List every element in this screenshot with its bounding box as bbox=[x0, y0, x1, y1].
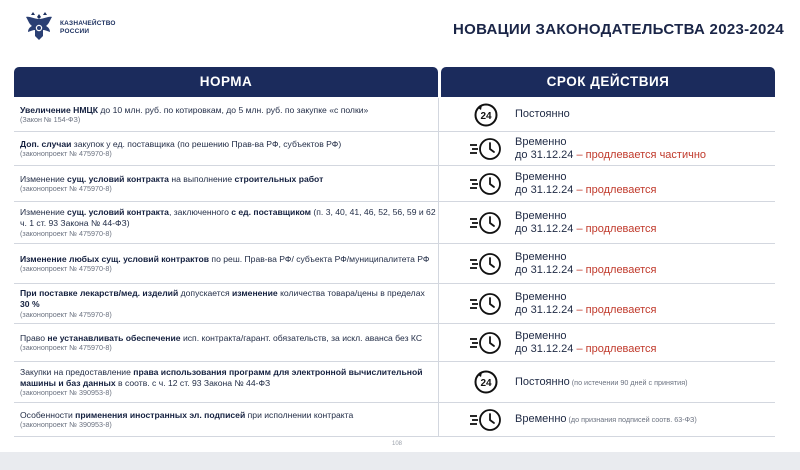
term-status: Постоянно bbox=[515, 375, 570, 388]
svg-text:24: 24 bbox=[480, 110, 492, 122]
term-status-line bbox=[515, 376, 688, 389]
logo-line2: РОССИИ bbox=[60, 28, 90, 35]
law-reference: (законопроект № 475970-8) bbox=[20, 264, 112, 274]
law-reference: (законопроект № 475970-8) bbox=[20, 184, 112, 194]
norm-text-bold: изменение bbox=[231, 288, 278, 299]
column-divider bbox=[438, 244, 439, 283]
fast-clock-icon bbox=[469, 330, 503, 356]
term-date: до 31.12.24 bbox=[515, 303, 574, 316]
norm-text-bold: Увеличение НМЦК bbox=[20, 104, 99, 115]
norm-text-part: по реш. Прав-ва РФ/ субъекта РФ/муниципалитета РФ bbox=[209, 253, 430, 264]
table-row bbox=[14, 403, 775, 437]
term-date: до 31.12.24 bbox=[515, 222, 574, 235]
norm-cell bbox=[20, 244, 436, 283]
term-status: Временно bbox=[515, 413, 567, 425]
norm-text-bold: Доп. случаи bbox=[20, 138, 72, 149]
term-date-line bbox=[515, 343, 657, 356]
term-note: (по истечении 90 дней с принятия) bbox=[569, 377, 688, 387]
law-reference: (Закон № 154-ФЗ) bbox=[20, 115, 81, 125]
norm-text-part: , заключенного bbox=[168, 207, 232, 218]
law-reference: (законопроект № 390953-8) bbox=[20, 420, 112, 430]
term-date-line bbox=[515, 304, 657, 317]
fast-clock-icon bbox=[469, 251, 503, 277]
column-divider bbox=[438, 202, 439, 243]
table-row bbox=[14, 132, 775, 166]
norm-cell bbox=[20, 284, 436, 323]
norm-cell bbox=[20, 202, 436, 243]
double-headed-eagle-emblem-icon bbox=[22, 10, 56, 46]
term-cell bbox=[441, 166, 775, 201]
term-extension: – продлевается bbox=[573, 342, 657, 355]
column-divider bbox=[438, 284, 439, 323]
term-status: Временно bbox=[515, 329, 567, 342]
term-status-line bbox=[515, 413, 697, 426]
norm-text-bold: строительных работ bbox=[234, 173, 324, 184]
term-cell bbox=[441, 132, 775, 165]
norm-text bbox=[20, 174, 436, 185]
norm-cell bbox=[20, 98, 436, 131]
norm-text bbox=[20, 410, 436, 421]
norm-cell bbox=[20, 132, 436, 165]
norm-text bbox=[20, 367, 436, 388]
norm-text-part: Изменение bbox=[20, 207, 68, 218]
term-cell bbox=[441, 244, 775, 283]
term-status-line bbox=[515, 136, 706, 149]
term-text bbox=[515, 136, 706, 162]
term-date-line bbox=[515, 149, 706, 162]
term-extension: – продлевается bbox=[573, 263, 657, 276]
column-divider bbox=[438, 403, 439, 436]
norm-text-bold: не устанавливать обеспечение bbox=[47, 332, 181, 343]
column-divider bbox=[438, 166, 439, 201]
term-date-line bbox=[515, 223, 657, 236]
law-reference: (законопроект № 475970-8) bbox=[20, 309, 112, 319]
logo-line1: КАЗНАЧЕЙСТВО bbox=[60, 20, 116, 27]
fast-clock-icon bbox=[469, 407, 503, 433]
norm-text-bold: При поставке лекарств/мед. изделий bbox=[20, 288, 179, 299]
term-extension: – продлевается bbox=[573, 183, 657, 196]
table-row bbox=[14, 166, 775, 202]
norm-text-bold: права использования программ для электронной вычислительной машины и баз данных bbox=[20, 366, 423, 388]
slide-title: НОВАЦИИ ЗАКОНОДАТЕЛЬСТВА 2023-2024 bbox=[453, 21, 784, 38]
norm-text-part: в соотв. с ч. 12 ст. 93 Закона № 44-ФЗ bbox=[115, 377, 271, 388]
term-date-line bbox=[515, 184, 657, 197]
norm-text-bold: сущ. условий контракта bbox=[67, 207, 169, 218]
clock-24-icon bbox=[469, 102, 503, 128]
law-reference: (законопроект № 475970-8) bbox=[20, 343, 112, 353]
norm-text bbox=[20, 333, 436, 344]
term-note: (до признания подписей соотв. 63-ФЗ) bbox=[566, 415, 697, 424]
norm-text-bold: Изменение любых сущ. условий контрактов bbox=[20, 253, 210, 264]
term-text bbox=[515, 291, 657, 317]
norm-text-part: закупок у ед. поставщика (по решению Прав-ва РФ, субъектов РФ) bbox=[71, 138, 342, 149]
term-status: Временно bbox=[515, 209, 567, 222]
term-text bbox=[515, 108, 570, 121]
svg-text:24: 24 bbox=[480, 378, 492, 389]
term-cell bbox=[441, 284, 775, 323]
norm-text-part: Закупки на предоставление bbox=[20, 366, 134, 377]
norm-text-part: на выполнение bbox=[168, 173, 235, 184]
clock-24-icon bbox=[469, 369, 503, 395]
norm-text-part: Особенности bbox=[20, 409, 76, 420]
law-reference: (законопроект № 390953-8) bbox=[20, 388, 112, 398]
term-status-line bbox=[515, 291, 657, 304]
term-cell bbox=[441, 362, 775, 402]
norm-text-part: количества товара/цены в пределах bbox=[277, 288, 425, 299]
fast-clock-icon bbox=[469, 291, 503, 317]
norm-text-part: при исполнении контракта bbox=[245, 409, 354, 420]
term-status: Временно bbox=[515, 135, 567, 148]
term-cell bbox=[441, 324, 775, 361]
column-header-term: СРОК ДЕЙСТВИЯ bbox=[441, 67, 775, 97]
term-cell bbox=[441, 403, 775, 436]
term-text bbox=[515, 251, 657, 277]
norm-cell bbox=[20, 362, 436, 402]
term-date: до 31.12.24 bbox=[515, 148, 574, 161]
term-status: Постоянно bbox=[515, 108, 570, 120]
term-extension: – продлевается частично bbox=[573, 148, 707, 161]
term-status-line bbox=[515, 330, 657, 343]
term-extension: – продлевается bbox=[573, 222, 657, 235]
fast-clock-icon bbox=[469, 171, 503, 197]
term-status: Временно bbox=[515, 290, 567, 303]
column-divider bbox=[438, 132, 439, 165]
term-text bbox=[515, 376, 688, 389]
table-row bbox=[14, 284, 775, 324]
term-extension: – продлевается bbox=[573, 303, 657, 316]
norm-cell bbox=[20, 324, 436, 361]
term-date: до 31.12.24 bbox=[515, 263, 574, 276]
term-text bbox=[515, 330, 657, 356]
norm-text-bold: с ед. поставщиком bbox=[231, 207, 312, 218]
norm-text bbox=[20, 254, 436, 265]
term-status-line bbox=[515, 108, 570, 121]
fast-clock-icon bbox=[469, 136, 503, 162]
term-status-line bbox=[515, 251, 657, 264]
column-divider bbox=[438, 98, 439, 131]
norm-text bbox=[20, 288, 436, 309]
column-header-norm: НОРМА bbox=[14, 67, 438, 97]
norm-text-part: Изменение bbox=[20, 173, 68, 184]
term-date: до 31.12.24 bbox=[515, 183, 574, 196]
norm-text-part: исп. контракта/гарант. обязательств, за искл. аванса без КС bbox=[180, 332, 423, 343]
bottom-strip bbox=[0, 452, 800, 470]
norm-text-part: Право bbox=[20, 332, 48, 343]
term-text bbox=[515, 210, 657, 236]
term-date: до 31.12.24 bbox=[515, 342, 574, 355]
norm-text bbox=[20, 139, 436, 150]
fast-clock-icon bbox=[469, 210, 503, 236]
law-reference: (законопроект № 475970-8) bbox=[20, 228, 112, 238]
norm-text-part: (п. 3, 40, 41, 46, 52, 56, 59 и 62 ч. 1 ст. 93 Закона № 44-ФЗ) bbox=[20, 207, 436, 228]
norm-text-bold: 30 % bbox=[20, 299, 40, 309]
norm-text-part: до 10 млн. руб. по котировкам, до 5 млн. руб. по закупке «с полки» bbox=[98, 104, 369, 115]
term-status-line bbox=[515, 171, 657, 184]
term-cell bbox=[441, 202, 775, 243]
norm-cell bbox=[20, 403, 436, 436]
norm-text-bold: сущ. условий контракта bbox=[67, 173, 169, 184]
page-number: 108 bbox=[392, 441, 403, 447]
norm-text bbox=[20, 207, 436, 228]
header bbox=[0, 0, 800, 58]
norm-cell bbox=[20, 166, 436, 201]
logo-text bbox=[60, 20, 116, 36]
term-status: Временно bbox=[515, 170, 567, 183]
term-text bbox=[515, 413, 697, 426]
term-status: Временно bbox=[515, 250, 567, 263]
table-row bbox=[14, 362, 775, 403]
norm-text bbox=[20, 105, 436, 116]
term-cell bbox=[441, 98, 775, 131]
norm-text-part: допускается bbox=[178, 288, 232, 299]
norm-text-bold: применения иностранных эл. подписей bbox=[75, 409, 246, 420]
column-divider bbox=[438, 324, 439, 361]
column-divider bbox=[438, 362, 439, 402]
table-row bbox=[14, 324, 775, 362]
term-text bbox=[515, 171, 657, 197]
table-row bbox=[14, 244, 775, 284]
term-date-line bbox=[515, 264, 657, 277]
table-row bbox=[14, 98, 775, 132]
law-reference: (законопроект № 475970-8) bbox=[20, 149, 112, 159]
term-status-line bbox=[515, 210, 657, 223]
table-row bbox=[14, 202, 775, 244]
